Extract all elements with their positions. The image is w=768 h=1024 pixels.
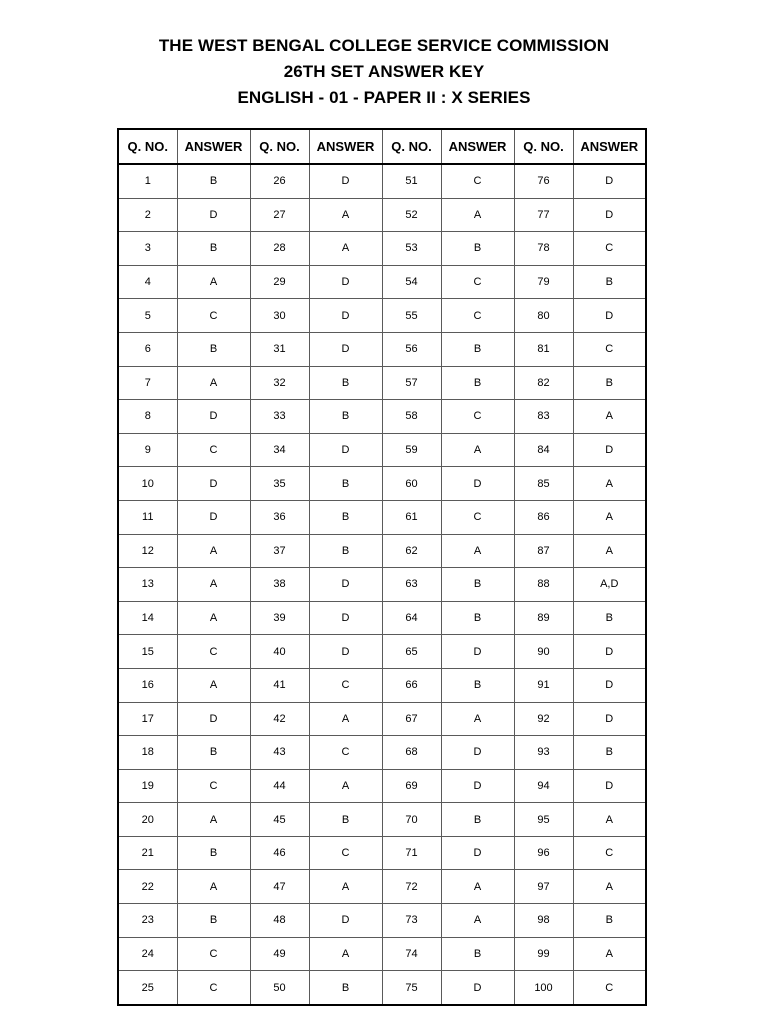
table-row [118, 635, 646, 669]
answer-cell: C [309, 668, 382, 702]
question-number-cell: 38 [250, 568, 309, 602]
question-number-cell: 55 [382, 299, 441, 333]
question-number-cell: 16 [118, 668, 177, 702]
question-number-cell: 89 [514, 601, 573, 635]
question-number-cell: 73 [382, 904, 441, 938]
answer-cell: A [309, 702, 382, 736]
question-number-cell: 68 [382, 736, 441, 770]
answer-cell: B [177, 232, 250, 266]
table-row [118, 534, 646, 568]
answer-cell: B [177, 736, 250, 770]
answer-key-table [117, 128, 647, 1006]
question-number-cell: 27 [250, 198, 309, 232]
answer-cell: D [441, 769, 514, 803]
question-number-cell: 22 [118, 870, 177, 904]
answer-cell: B [309, 534, 382, 568]
table-row [118, 601, 646, 635]
question-number-cell: 9 [118, 433, 177, 467]
question-number-cell: 59 [382, 433, 441, 467]
answer-cell: B [309, 400, 382, 434]
answer-cell: B [309, 803, 382, 837]
answer-cell: D [309, 164, 382, 198]
answer-cell: A [441, 198, 514, 232]
answer-cell: D [573, 668, 646, 702]
answer-cell: D [441, 467, 514, 501]
answer-cell: A [573, 803, 646, 837]
question-number-cell: 18 [118, 736, 177, 770]
column-header-question-number: Q. NO. [118, 129, 177, 164]
answer-cell: B [441, 601, 514, 635]
answer-cell: B [177, 332, 250, 366]
question-number-cell: 1 [118, 164, 177, 198]
question-number-cell: 61 [382, 500, 441, 534]
question-number-cell: 88 [514, 568, 573, 602]
table-row [118, 433, 646, 467]
question-number-cell: 24 [118, 937, 177, 971]
question-number-cell: 76 [514, 164, 573, 198]
question-number-cell: 93 [514, 736, 573, 770]
answer-cell: C [441, 299, 514, 333]
answer-cell: A [177, 601, 250, 635]
answer-cell: C [309, 736, 382, 770]
question-number-cell: 77 [514, 198, 573, 232]
question-number-cell: 8 [118, 400, 177, 434]
question-number-cell: 78 [514, 232, 573, 266]
question-number-cell: 51 [382, 164, 441, 198]
question-number-cell: 47 [250, 870, 309, 904]
question-number-cell: 33 [250, 400, 309, 434]
table-row [118, 332, 646, 366]
question-number-cell: 29 [250, 265, 309, 299]
question-number-cell: 84 [514, 433, 573, 467]
answer-cell: A [573, 400, 646, 434]
answer-cell: C [573, 332, 646, 366]
paper-title: ENGLISH - 01 - PAPER II : X SERIES [237, 88, 531, 107]
table-row [118, 904, 646, 938]
document-header [0, 33, 768, 111]
answer-cell: D [309, 904, 382, 938]
answer-cell: B [441, 232, 514, 266]
question-number-cell: 48 [250, 904, 309, 938]
answer-cell: D [177, 500, 250, 534]
column-header-answer: ANSWER [177, 129, 250, 164]
answer-cell: A [309, 870, 382, 904]
answer-cell: A [177, 803, 250, 837]
answer-cell: D [177, 198, 250, 232]
question-number-cell: 97 [514, 870, 573, 904]
answer-cell: B [177, 164, 250, 198]
question-number-cell: 34 [250, 433, 309, 467]
answer-cell: B [177, 904, 250, 938]
answer-cell: A [573, 500, 646, 534]
answer-cell: B [573, 736, 646, 770]
question-number-cell: 20 [118, 803, 177, 837]
question-number-cell: 31 [250, 332, 309, 366]
question-number-cell: 62 [382, 534, 441, 568]
table-row [118, 971, 646, 1005]
question-number-cell: 35 [250, 467, 309, 501]
table-row [118, 668, 646, 702]
table-row [118, 568, 646, 602]
answer-cell: A [309, 937, 382, 971]
answer-cell: A [573, 534, 646, 568]
table-row [118, 836, 646, 870]
question-number-cell: 66 [382, 668, 441, 702]
column-header-answer: ANSWER [441, 129, 514, 164]
question-number-cell: 71 [382, 836, 441, 870]
question-number-cell: 21 [118, 836, 177, 870]
question-number-cell: 45 [250, 803, 309, 837]
answer-cell: A [309, 232, 382, 266]
answer-cell: A [441, 904, 514, 938]
question-number-cell: 70 [382, 803, 441, 837]
answer-cell: A [177, 366, 250, 400]
answer-cell: A [573, 467, 646, 501]
question-number-cell: 74 [382, 937, 441, 971]
question-number-cell: 99 [514, 937, 573, 971]
answer-cell: B [441, 803, 514, 837]
table-header-row [118, 129, 646, 164]
answer-cell: C [177, 769, 250, 803]
question-number-cell: 3 [118, 232, 177, 266]
table-row [118, 803, 646, 837]
question-number-cell: 37 [250, 534, 309, 568]
question-number-cell: 65 [382, 635, 441, 669]
answer-cell: D [441, 836, 514, 870]
question-number-cell: 69 [382, 769, 441, 803]
answer-cell: A [177, 534, 250, 568]
question-number-cell: 87 [514, 534, 573, 568]
answer-cell: C [573, 971, 646, 1005]
question-number-cell: 85 [514, 467, 573, 501]
answer-cell: A [441, 534, 514, 568]
table-body [118, 164, 646, 1005]
question-number-cell: 92 [514, 702, 573, 736]
question-number-cell: 28 [250, 232, 309, 266]
answer-cell: B [441, 332, 514, 366]
table-row [118, 265, 646, 299]
question-number-cell: 50 [250, 971, 309, 1005]
answer-cell: C [573, 836, 646, 870]
answer-cell: D [573, 299, 646, 333]
answer-cell: B [441, 668, 514, 702]
question-number-cell: 67 [382, 702, 441, 736]
question-number-cell: 12 [118, 534, 177, 568]
question-number-cell: 60 [382, 467, 441, 501]
question-number-cell: 5 [118, 299, 177, 333]
question-number-cell: 49 [250, 937, 309, 971]
question-number-cell: 57 [382, 366, 441, 400]
answer-cell: D [441, 736, 514, 770]
question-number-cell: 41 [250, 668, 309, 702]
commission-title: THE WEST BENGAL COLLEGE SERVICE COMMISSION [158, 36, 610, 55]
question-number-cell: 25 [118, 971, 177, 1005]
answer-cell: B [441, 937, 514, 971]
question-number-cell: 13 [118, 568, 177, 602]
question-number-cell: 14 [118, 601, 177, 635]
answer-cell: D [573, 769, 646, 803]
question-number-cell: 17 [118, 702, 177, 736]
answer-cell: D [573, 198, 646, 232]
answer-cell: C [177, 635, 250, 669]
question-number-cell: 56 [382, 332, 441, 366]
question-number-cell: 82 [514, 366, 573, 400]
question-number-cell: 39 [250, 601, 309, 635]
question-number-cell: 81 [514, 332, 573, 366]
answer-cell: A [441, 702, 514, 736]
question-number-cell: 43 [250, 736, 309, 770]
answer-cell: D [309, 601, 382, 635]
answer-cell: B [573, 265, 646, 299]
answer-cell: D [177, 702, 250, 736]
answer-cell: A,D [573, 568, 646, 602]
answer-cell: A [441, 433, 514, 467]
answer-cell: A [309, 198, 382, 232]
answer-cell: B [309, 971, 382, 1005]
question-number-cell: 91 [514, 668, 573, 702]
question-number-cell: 6 [118, 332, 177, 366]
table-row [118, 164, 646, 198]
question-number-cell: 80 [514, 299, 573, 333]
answer-cell: A [177, 265, 250, 299]
question-number-cell: 10 [118, 467, 177, 501]
question-number-cell: 54 [382, 265, 441, 299]
answer-cell: D [177, 467, 250, 501]
answer-cell: C [441, 500, 514, 534]
table-row [118, 769, 646, 803]
question-number-cell: 40 [250, 635, 309, 669]
question-number-cell: 86 [514, 500, 573, 534]
question-number-cell: 63 [382, 568, 441, 602]
answer-cell: D [309, 568, 382, 602]
answer-cell: D [309, 265, 382, 299]
question-number-cell: 46 [250, 836, 309, 870]
question-number-cell: 83 [514, 400, 573, 434]
answer-cell: C [177, 433, 250, 467]
answer-cell: D [309, 433, 382, 467]
answer-cell: D [309, 635, 382, 669]
question-number-cell: 95 [514, 803, 573, 837]
answer-cell: A [573, 870, 646, 904]
answer-cell: D [441, 971, 514, 1005]
answer-cell: D [177, 400, 250, 434]
answer-cell: A [177, 870, 250, 904]
answer-cell: D [573, 164, 646, 198]
answer-cell: B [309, 467, 382, 501]
answer-cell: B [573, 904, 646, 938]
answer-cell: C [177, 971, 250, 1005]
answer-cell: B [573, 366, 646, 400]
question-number-cell: 64 [382, 601, 441, 635]
column-header-question-number: Q. NO. [250, 129, 309, 164]
answer-cell: D [441, 635, 514, 669]
column-header-answer: ANSWER [573, 129, 646, 164]
question-number-cell: 2 [118, 198, 177, 232]
answer-cell: A [309, 769, 382, 803]
answer-cell: C [573, 232, 646, 266]
question-number-cell: 26 [250, 164, 309, 198]
question-number-cell: 42 [250, 702, 309, 736]
column-header-question-number: Q. NO. [382, 129, 441, 164]
answer-cell: D [573, 433, 646, 467]
table-row [118, 232, 646, 266]
question-number-cell: 4 [118, 265, 177, 299]
answer-cell: B [177, 836, 250, 870]
question-number-cell: 79 [514, 265, 573, 299]
table-row [118, 467, 646, 501]
answer-cell: B [309, 500, 382, 534]
question-number-cell: 90 [514, 635, 573, 669]
question-number-cell: 96 [514, 836, 573, 870]
answer-key-title: 26TH SET ANSWER KEY [283, 62, 485, 81]
answer-cell: C [177, 937, 250, 971]
answer-cell: C [177, 299, 250, 333]
table-row [118, 937, 646, 971]
answer-cell: C [441, 400, 514, 434]
answer-cell: C [441, 164, 514, 198]
table-row [118, 400, 646, 434]
question-number-cell: 11 [118, 500, 177, 534]
table-row [118, 198, 646, 232]
answer-cell: B [309, 366, 382, 400]
answer-cell: A [177, 568, 250, 602]
question-number-cell: 75 [382, 971, 441, 1005]
table-row [118, 870, 646, 904]
answer-cell: D [573, 635, 646, 669]
table-row [118, 736, 646, 770]
question-number-cell: 100 [514, 971, 573, 1005]
question-number-cell: 7 [118, 366, 177, 400]
question-number-cell: 52 [382, 198, 441, 232]
question-number-cell: 30 [250, 299, 309, 333]
table-row [118, 299, 646, 333]
question-number-cell: 23 [118, 904, 177, 938]
column-header-question-number: Q. NO. [514, 129, 573, 164]
column-header-answer: ANSWER [309, 129, 382, 164]
answer-cell: A [441, 870, 514, 904]
question-number-cell: 72 [382, 870, 441, 904]
answer-cell: A [573, 937, 646, 971]
question-number-cell: 15 [118, 635, 177, 669]
answer-cell: D [573, 702, 646, 736]
answer-cell: B [573, 601, 646, 635]
question-number-cell: 94 [514, 769, 573, 803]
table-row [118, 702, 646, 736]
question-number-cell: 53 [382, 232, 441, 266]
answer-cell: D [309, 299, 382, 333]
answer-cell: D [309, 332, 382, 366]
table-row [118, 366, 646, 400]
question-number-cell: 19 [118, 769, 177, 803]
answer-cell: C [441, 265, 514, 299]
question-number-cell: 36 [250, 500, 309, 534]
table-row [118, 500, 646, 534]
answer-cell: A [177, 668, 250, 702]
question-number-cell: 58 [382, 400, 441, 434]
answer-cell: B [441, 568, 514, 602]
answer-cell: C [309, 836, 382, 870]
question-number-cell: 32 [250, 366, 309, 400]
question-number-cell: 98 [514, 904, 573, 938]
question-number-cell: 44 [250, 769, 309, 803]
answer-cell: B [441, 366, 514, 400]
